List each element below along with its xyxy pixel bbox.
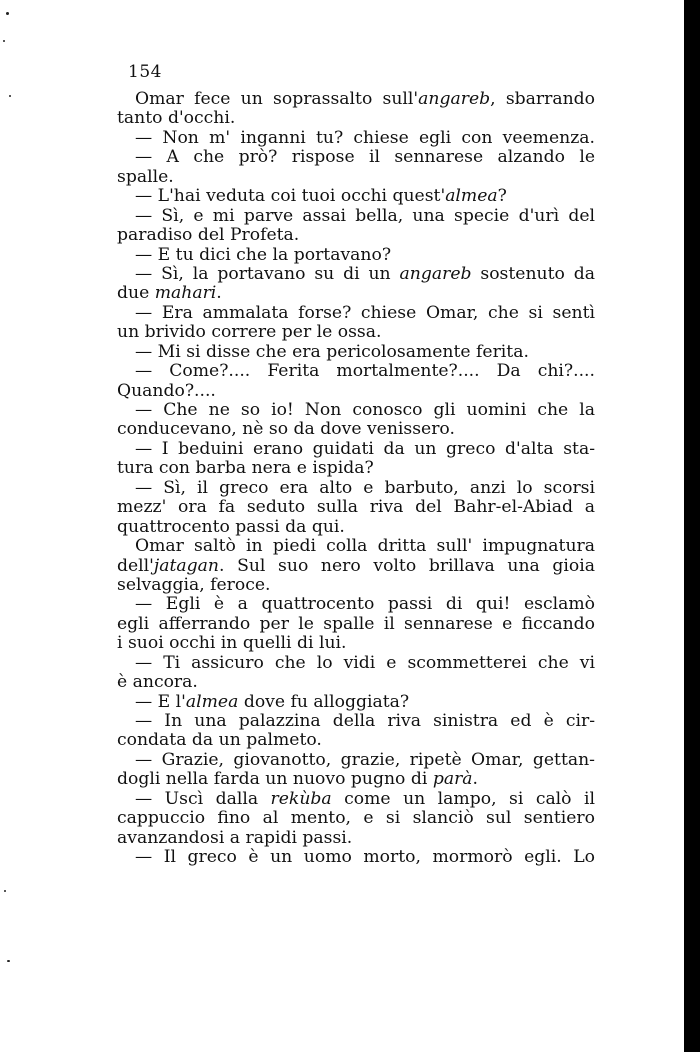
text-line [117, 557, 595, 576]
text-line [117, 323, 595, 342]
text-run: dogli nella farda un nuovo pugno di [117, 769, 433, 790]
text-line [117, 595, 595, 614]
text-line [117, 576, 595, 595]
text-run: — Che ne so io! Non conosco gli uomini che la [135, 400, 595, 420]
text-run: , sbarrando [490, 89, 595, 109]
text-line [117, 207, 595, 226]
text-run: dell' [117, 555, 154, 576]
body-text [117, 90, 595, 868]
text-run: . Sul suo nero volto brillava una gioia [218, 555, 595, 576]
text-run: cappuccio fino al mento, e si slanciò sul sentiero [117, 808, 595, 829]
text-line [117, 770, 595, 789]
italic-word: angareb [418, 89, 491, 109]
text-line [117, 459, 595, 478]
text-line [117, 226, 595, 245]
text-run: sostenuto da [471, 263, 595, 284]
text-run: Omar fece un soprassalto sull' [135, 89, 419, 109]
paper-speck [7, 960, 10, 962]
text-run: selvaggia, feroce. [117, 574, 271, 595]
text-run: tanto d'occhi. [117, 108, 236, 129]
text-line [117, 848, 595, 867]
text-line [117, 362, 595, 381]
text-run: spalle. [117, 166, 174, 187]
text-line [117, 634, 595, 653]
text-run: come un lampo, si calò il [331, 788, 596, 809]
text-line [117, 440, 595, 459]
text-run: due [117, 283, 155, 304]
text-line [117, 498, 595, 517]
text-line [117, 809, 595, 828]
text-run: quattrocento passi da qui. [117, 516, 345, 537]
text-line [117, 382, 595, 401]
text-line [117, 693, 595, 712]
text-line [117, 148, 595, 167]
text-run: i suoi occhi in quelli di lui. [117, 633, 347, 654]
text-line [117, 343, 595, 362]
text-line [117, 654, 595, 673]
text-line [117, 537, 595, 556]
text-line [117, 731, 595, 750]
text-run: dove fu alloggiata? [238, 691, 410, 712]
text-run: — I beduini erano guidati da un greco d'alta sta- [135, 438, 595, 459]
text-run: . [216, 283, 222, 304]
text-run: — Ti assicuro che lo vidi e scommetterei che vi [135, 652, 595, 673]
text-run: — L'hai veduta coi tuoi occhi quest' [135, 186, 446, 207]
text-run: — Non m' inganni tu? chiese egli con veemenza. [135, 127, 595, 148]
italic-word: jatagan [153, 555, 219, 576]
text-run: — In una palazzina della riva sinistra ed è cir- [135, 711, 595, 731]
page-edge-shadow [684, 0, 700, 1052]
text-line [117, 615, 595, 634]
text-run: mezz' ora fa seduto sulla riva del Bahr-el-Abiad a [117, 497, 595, 518]
text-run: ? [497, 186, 507, 207]
text-line [117, 129, 595, 148]
text-line [117, 284, 595, 303]
italic-word: almea [445, 186, 498, 207]
text-line [117, 790, 595, 809]
text-line [117, 246, 595, 265]
text-run: — E tu dici che la portavano? [135, 244, 392, 265]
italic-word: almea [185, 691, 239, 712]
text-run: condata da un palmeto. [117, 730, 322, 751]
italic-word: rekùba [270, 788, 332, 809]
text-line [117, 420, 595, 439]
text-run: — Sì, la portavano su di un [135, 263, 400, 284]
text-run: — E l' [135, 691, 186, 712]
text-run: . [472, 769, 479, 790]
paper-speck [6, 12, 9, 15]
page-number: 154 [128, 62, 162, 82]
text-line [117, 168, 595, 187]
text-run: paradiso del Profeta. [117, 225, 300, 246]
text-line [117, 479, 595, 498]
text-run: Omar saltò in piedi colla dritta sull' impugnatura [135, 536, 595, 557]
text-run: Quando?.... [117, 380, 216, 401]
text-line [117, 109, 595, 128]
text-line [117, 304, 595, 323]
text-run: — Era ammalata forse? chiese Omar, che si sentì [135, 302, 595, 323]
text-run: un brivido correre per le ossa. [117, 322, 382, 343]
text-line [117, 829, 595, 848]
text-run: egli afferrando per le spalle il sennarese e ficcando [117, 613, 595, 634]
text-run: — A che prò? rispose il sennarese alzando le [135, 147, 595, 168]
text-line [117, 187, 595, 206]
text-run: — Sì, e mi parve assai bella, una specie d'urì del [135, 205, 595, 226]
italic-word: parà [432, 769, 473, 790]
text-run: — Il greco è un uomo morto, mormorò egli. Lo [135, 847, 595, 868]
text-run: tura con barba nera e ispida? [117, 458, 374, 479]
text-line [117, 518, 595, 537]
text-run: — Mi si disse che era pericolosamente ferita. [135, 341, 529, 362]
paper-speck [4, 890, 6, 892]
text-run: — Sì, il greco era alto e barbuto, anzi lo scorsi [135, 477, 595, 498]
text-line [117, 401, 595, 420]
text-run: avanzandosi a rapidi passi. [117, 827, 353, 848]
text-run: — Uscì dalla [135, 788, 271, 809]
paper-speck [3, 40, 5, 42]
text-line [117, 712, 595, 731]
text-run: è ancora. [117, 672, 198, 693]
paper-speck [9, 95, 11, 97]
text-run: — Come?.... Ferita mortalmente?.... Da chi?.... [135, 361, 595, 382]
text-line [117, 673, 595, 692]
italic-word: mahari [154, 283, 217, 304]
text-run: — Egli è a quattrocento passi di qui! esclamò [135, 594, 595, 615]
text-line [117, 265, 595, 284]
italic-word: angareb [399, 263, 472, 284]
text-line [117, 90, 595, 109]
text-line [117, 751, 595, 770]
text-run: conducevano, nè so da dove venissero. [117, 419, 455, 440]
text-run: — Grazie, giovanotto, grazie, ripetè Omar, gettan- [135, 749, 595, 770]
